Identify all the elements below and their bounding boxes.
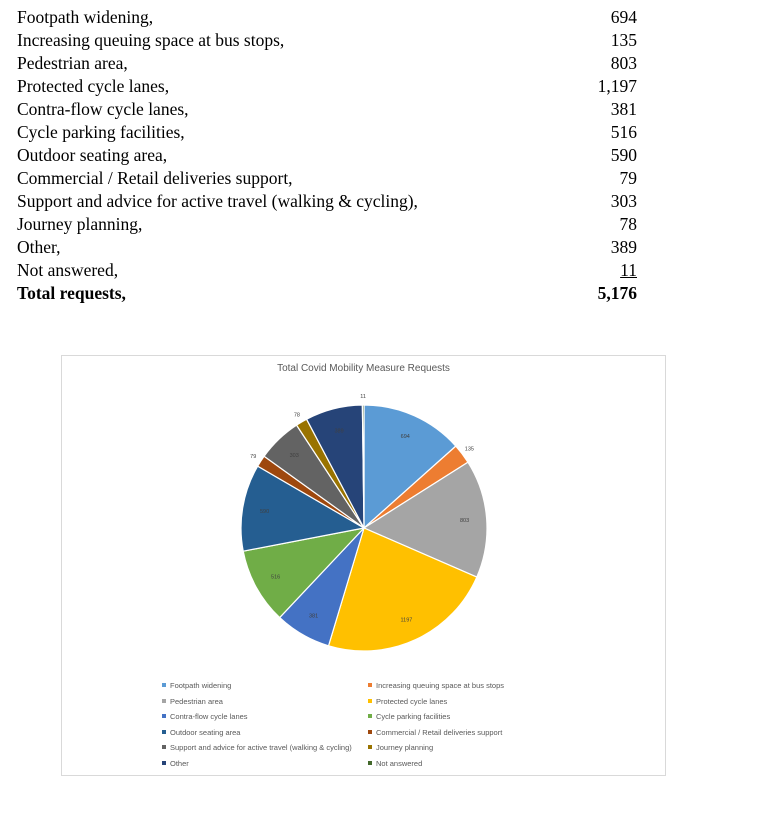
legend-item (368, 743, 433, 752)
row-value: 303 (610, 191, 637, 211)
row-value: 516 (610, 122, 637, 142)
table-row (17, 144, 637, 167)
legend-swatch (162, 683, 166, 687)
legend-item (368, 697, 447, 706)
row-value: 79 (619, 168, 637, 188)
row-label: Protected cycle lanes, (17, 76, 170, 96)
data-label: 381 (308, 613, 319, 620)
row-label: Footpath widening, (17, 7, 154, 27)
table-row (17, 75, 637, 98)
legend-swatch (162, 699, 166, 703)
table-row (17, 190, 637, 213)
legend-swatch (162, 714, 166, 718)
row-label: Pedestrian area, (17, 53, 128, 73)
data-label: 1197 (400, 617, 413, 624)
legend-label: Not answered (376, 758, 423, 768)
data-label: 389 (334, 428, 344, 435)
legend-label: Support and advice for active travel (walking & cycling) (170, 743, 352, 752)
data-label: 590 (259, 509, 270, 516)
data-label: 694 (400, 433, 410, 440)
requests-table (17, 6, 637, 305)
row-label: Commercial / Retail deliveries support, (17, 168, 293, 188)
row-label: Increasing queuing space at bus stops, (17, 30, 285, 50)
data-label: 11 (360, 394, 366, 401)
row-label: Contra-flow cycle lanes, (17, 99, 189, 119)
row-label: Other, (17, 237, 61, 257)
row-value: 694 (610, 7, 637, 27)
legend-label: Contra-flow cycle lanes (170, 712, 248, 721)
legend-label: Cycle parking facilities (376, 712, 451, 721)
row-value: 135 (610, 30, 637, 50)
data-label: 135 (464, 446, 474, 453)
legend-item (368, 728, 502, 737)
table-row (17, 6, 637, 29)
row-value: 381 (610, 99, 637, 119)
row-value: 389 (610, 237, 637, 257)
total-label: Total requests, (17, 283, 126, 303)
row-value: 590 (610, 145, 637, 165)
data-label: 303 (289, 453, 299, 460)
legend-label: Protected cycle lanes (376, 696, 448, 706)
legend-item (162, 697, 223, 706)
row-label: Journey planning, (17, 214, 143, 234)
row-value: 1,197 (597, 76, 637, 96)
data-label: 78 (293, 412, 301, 419)
pie-svg (62, 356, 667, 777)
row-label: Not answered, (17, 260, 119, 280)
legend-item (162, 728, 240, 737)
legend-swatch (368, 683, 372, 687)
legend-swatch (162, 761, 166, 765)
legend-label: Pedestrian area (170, 696, 223, 706)
total-value: 5,176 (597, 283, 637, 303)
table-row (17, 236, 637, 259)
legend-swatch (368, 761, 372, 765)
legend-swatch (162, 745, 166, 749)
legend-swatch (368, 714, 372, 718)
data-label: 516 (271, 574, 281, 581)
row-label: Outdoor seating area, (17, 145, 168, 165)
pie-chart (61, 355, 666, 776)
legend-swatch (368, 745, 372, 749)
legend-label: Other (170, 758, 189, 768)
chart-title: Total Covid Mobility Measure Requests (277, 363, 450, 374)
total-row (17, 282, 637, 305)
table-row (17, 121, 637, 144)
legend-item (368, 759, 422, 768)
legend-label: Journey planning (376, 743, 434, 752)
legend-swatch (368, 699, 372, 703)
row-value: 78 (619, 214, 637, 234)
legend-item (162, 743, 352, 752)
table-row (17, 259, 637, 282)
legend-label: Footpath widening (170, 681, 232, 690)
table-row (17, 29, 637, 52)
table-row (17, 52, 637, 75)
legend-item (162, 712, 248, 721)
table-row (17, 167, 637, 190)
row-label: Support and advice for active travel (walking & cycling), (17, 191, 418, 211)
legend-label: Outdoor seating area (170, 727, 241, 737)
table-row (17, 213, 637, 236)
legend-swatch (162, 730, 166, 734)
legend-item (368, 681, 504, 690)
legend-label: Increasing queuing space at bus stops (376, 681, 505, 690)
legend-swatch (368, 730, 372, 734)
row-value: 803 (610, 53, 637, 73)
row-value: 11 (620, 260, 637, 280)
legend-item (162, 759, 189, 768)
data-label: 803 (459, 518, 470, 525)
data-label: 79 (250, 454, 257, 461)
row-label: Cycle parking facilities, (17, 122, 185, 142)
legend-label: Commercial / Retail deliveries support (376, 727, 503, 737)
legend-item (368, 712, 450, 721)
legend-item (162, 681, 231, 690)
table-row (17, 98, 637, 121)
